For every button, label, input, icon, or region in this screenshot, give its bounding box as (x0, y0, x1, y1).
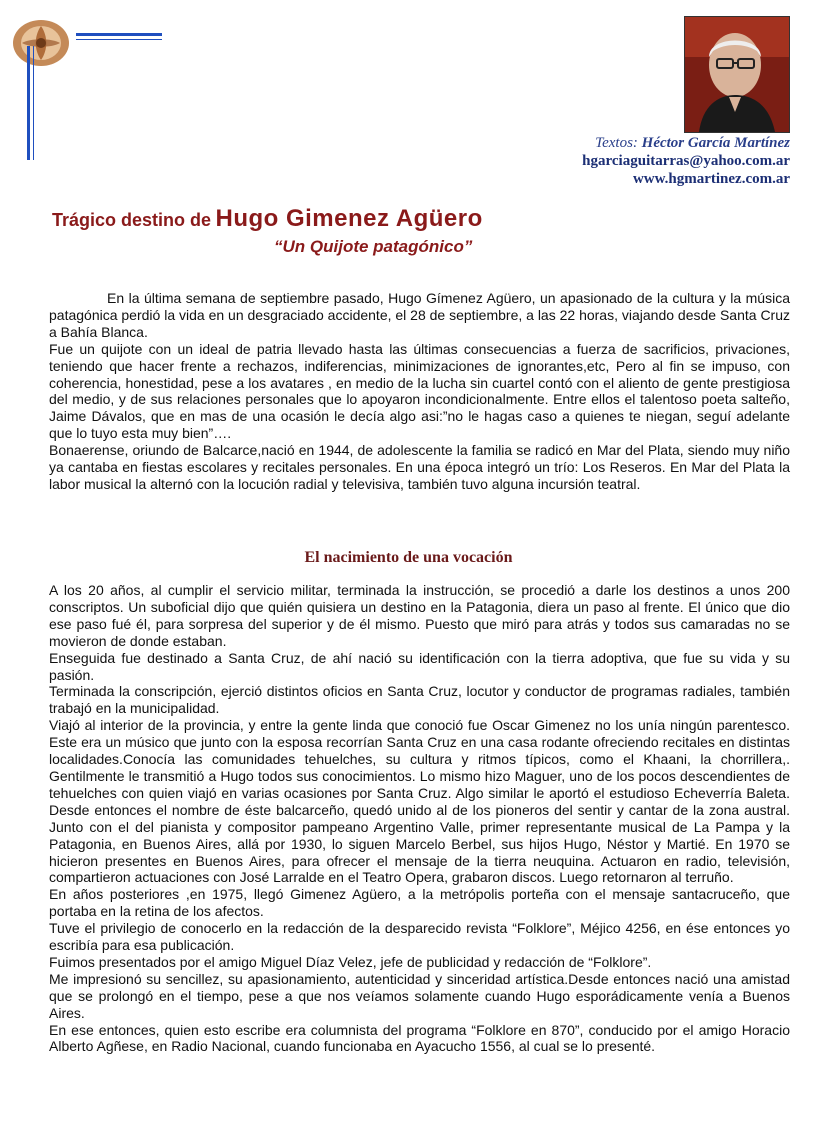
credits-label: Textos: (595, 135, 638, 151)
article-title-prefix: Trágico destino de (52, 210, 212, 230)
author-name: Héctor García Martínez (641, 135, 790, 151)
paragraph: Terminada la conscripción, ejerció distintos oficios en Santa Cruz, locutor y conductor de programas radiales, también trabajó en la municipalidad. (49, 683, 790, 717)
section-heading: El nacimiento de una vocación (304, 549, 513, 566)
author-credits (582, 134, 790, 188)
paragraph: Me impresionó su sencillez, su apasionamiento, autenticidad y sinceridad artística.Desde entonces nació una amistad que se prolongó en el tiempo, pese a que nos veíamos solamente cuando Hugo esporádicamente venía a Buenos Aires. (49, 970, 790, 1021)
article-subtitle: “Un Quijote patagónico” (274, 237, 473, 256)
paragraph: A los 20 años, al cumplir el servicio militar, terminada la instrucción, se procedió a darle los destinos a unos 200 conscriptos. Un suboficial dijo que quién quisiera un destino en la Patagonia, diera un paso al frente. El único que dio ese paso fué él, para sorpresa del superior y de él mismo. Puesto que miró para atrás y todos sus camaradas no se movieron de donde estaban. (49, 582, 790, 649)
paragraph: Viajó al interior de la provincia, y entre la gente linda que conoció fue Oscar Gimenez no los unía ningún parentesco. Este era un músico que junto con la esposa recorrían Santa Cruz en una casa rodante ofreciendo recitales en distintas localidades.Conocía las comunidades tehuelches, su cultura y ritmos típicos, como el Khaani, la chorrillera,. Gentilmente le transmitió a Hugo todos sus conocimientos. Lo mismo hizo Maguer, uno de los pocos descendientes de tehuelches con quien viajó en varias ocasiones por Santa Cruz. Algo similar le aportó el estudioso Echeverría Baleta. Desde entonces el nombre de éste balcarceño, quedó unido al de los pioneros del sentir y cantar de la zona austral. Junto con el del pianista y compositor pampeano Argentino Valle, primer representante musical de La Pampa y la Patagonia, en Buenos Aires, allá por 1930, lo siguen Marcelo Berbel, sus hijos Hugo, Néstor y Martié. En 1970 se hicieron presentes en Buenos Aires, para ofrecer el mensaje de la tierra neuquina. Actuaron en radio, televisión, compartieron actuaciones con José Larralde en el Teatro Opera, grabaron discos. Luego retornaron al terruño. (49, 717, 790, 886)
paragraph: En la última semana de septiembre pasado, Hugo Gímenez Agüero, un apasionado de la cultura y la música patagónica perdió la vida en un desgraciado accidente, el 28 de septiembre, a las 22 horas, viajando desde Santa Cruz a Bahía Blanca. (49, 290, 790, 340)
author-website-link[interactable]: www.hgmartinez.com.ar (632, 171, 790, 187)
paragraph: En años posteriores ,en 1975, llegó Gimenez Agüero, a la metrópolis porteña con el mensaje santacruceño, que portaba en la retina de los afectos. (49, 886, 790, 920)
decorative-rule (27, 46, 30, 160)
paragraph: Fuimos presentados por el amigo Miguel Díaz Velez, jefe de publicidad y redacción de “Folklore”. (49, 953, 652, 970)
intro-section (49, 290, 790, 493)
paragraph: Bonaerense, oriundo de Balcarce,nació en 1944, de adolescente la familia se radicó en Mar del Plata, siendo muy niño ya cantaba en fiestas escolares y recitales personales. En una época integró un trío: Los Reseros. En Mar del Plata la labor musical la alternó con la locución radial y televisiva, también tuvo alguna incursión teatral. (49, 442, 790, 492)
author-photo (684, 16, 790, 133)
vocation-section (49, 582, 790, 1055)
publication-logo (10, 18, 72, 68)
paragraph: En ese entonces, quien esto escribe era columnista del programa “Folklore en 870”, conducido por el amigo Horacio Alberto Agñese, en Radio Nacional, cuando funcionaba en Ayacucho 1556, al cual se lo presenté. (49, 1021, 790, 1055)
decorative-rule (76, 39, 162, 40)
article-title (52, 205, 483, 233)
article-title-name: Hugo Gimenez Agüero (215, 205, 483, 232)
paragraph: Tuve el privilegio de conocerlo en la redacción de la desparecido revista “Folklore”, Méjico 4256, en ése entonces yo escribía para esa publicación. (49, 920, 790, 954)
decorative-rule (33, 46, 34, 160)
paragraph: Enseguida fue destinado a Santa Cruz, de ahí nació su identificación con la tierra adoptiva, que fue su vida y su pasión. (49, 649, 790, 683)
author-email-link[interactable]: hgarciaguitarras@yahoo.com.ar (582, 153, 790, 169)
paragraph: Fue un quijote con un ideal de patria llevado hasta las últimas consecuencias a fuerza de sacrificios, privaciones, teniendo que hacer frente a rechazos, indiferencias, minimizaciones de ignorantes,etc, Pero al fin se impuso, con coherencia, honestidad, pese a los avatares , en medio de la lucha sin cuartel contó con el aliento de gente prestigiosa del medio, y de sus relaciones personales que lo apoyaron incondicionalmente. Entre ellos el talentoso poeta salteño, Jaime Dávalos, que en mas de una ocasión le decía algo asi:”no le hagas caso a quienes te niegan, seguí adelante que lo tuyo esta muy bien”…. (49, 340, 790, 442)
decorative-rule (76, 33, 162, 36)
